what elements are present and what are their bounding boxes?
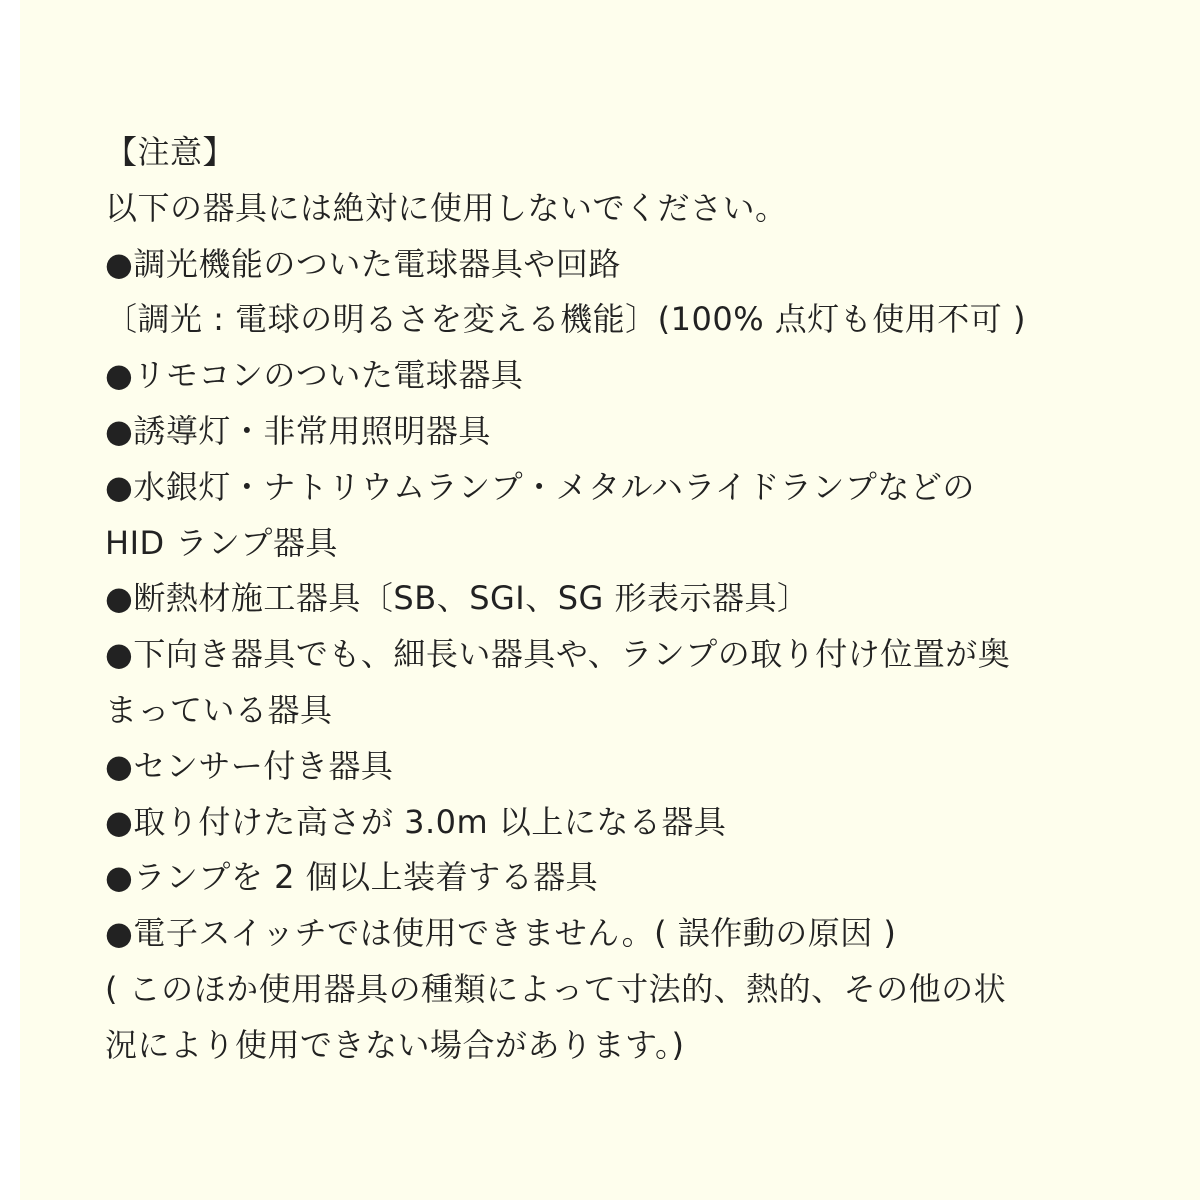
notice-line: まっている器具 bbox=[105, 690, 333, 729]
notice-line: 況により使用できない場合があります。) bbox=[105, 1025, 685, 1064]
notice-line: ●ランプを 2 個以上装着する器具 bbox=[105, 858, 599, 897]
notice-line: ●リモコンのついた電球器具 bbox=[105, 356, 524, 395]
notice-line: ●誘導灯・非常用照明器具 bbox=[105, 411, 491, 450]
notice-line: 以下の器具には絶対に使用しないでください。 bbox=[105, 188, 788, 227]
notice-line: ( このほか使用器具の種類によって寸法的、熱的、その他の状 bbox=[105, 969, 1007, 1008]
notice-line: 〔調光 : 電球の明るさを変える機能〕(100% 点灯も使用不可 ) bbox=[105, 300, 1026, 339]
notice-line: ●下向き器具でも、細長い器具や、ランプの取り付け位置が奥 bbox=[105, 635, 1011, 674]
notice-line: ●取り付けた高さが 3.0m 以上になる器具 bbox=[105, 802, 727, 841]
notice-line: HID ランプ器具 bbox=[105, 523, 338, 562]
notice-heading: 【注意】 bbox=[105, 133, 236, 171]
notice-line: ●電子スイッチでは使用できません。( 誤作動の原因 ) bbox=[105, 914, 897, 953]
notice-line: ●センサー付き器具 bbox=[105, 746, 394, 785]
notice-line: ●断熱材施工器具〔SB、SGI、SG 形表示器具〕 bbox=[105, 579, 810, 618]
notice-panel bbox=[20, 0, 1200, 1200]
notice-line: ●水銀灯・ナトリウムランプ・メタルハライドランプなどの bbox=[105, 467, 975, 506]
notice-line: ●調光機能のついた電球器具や回路 bbox=[105, 244, 621, 283]
notice-text bbox=[105, 125, 1145, 1074]
